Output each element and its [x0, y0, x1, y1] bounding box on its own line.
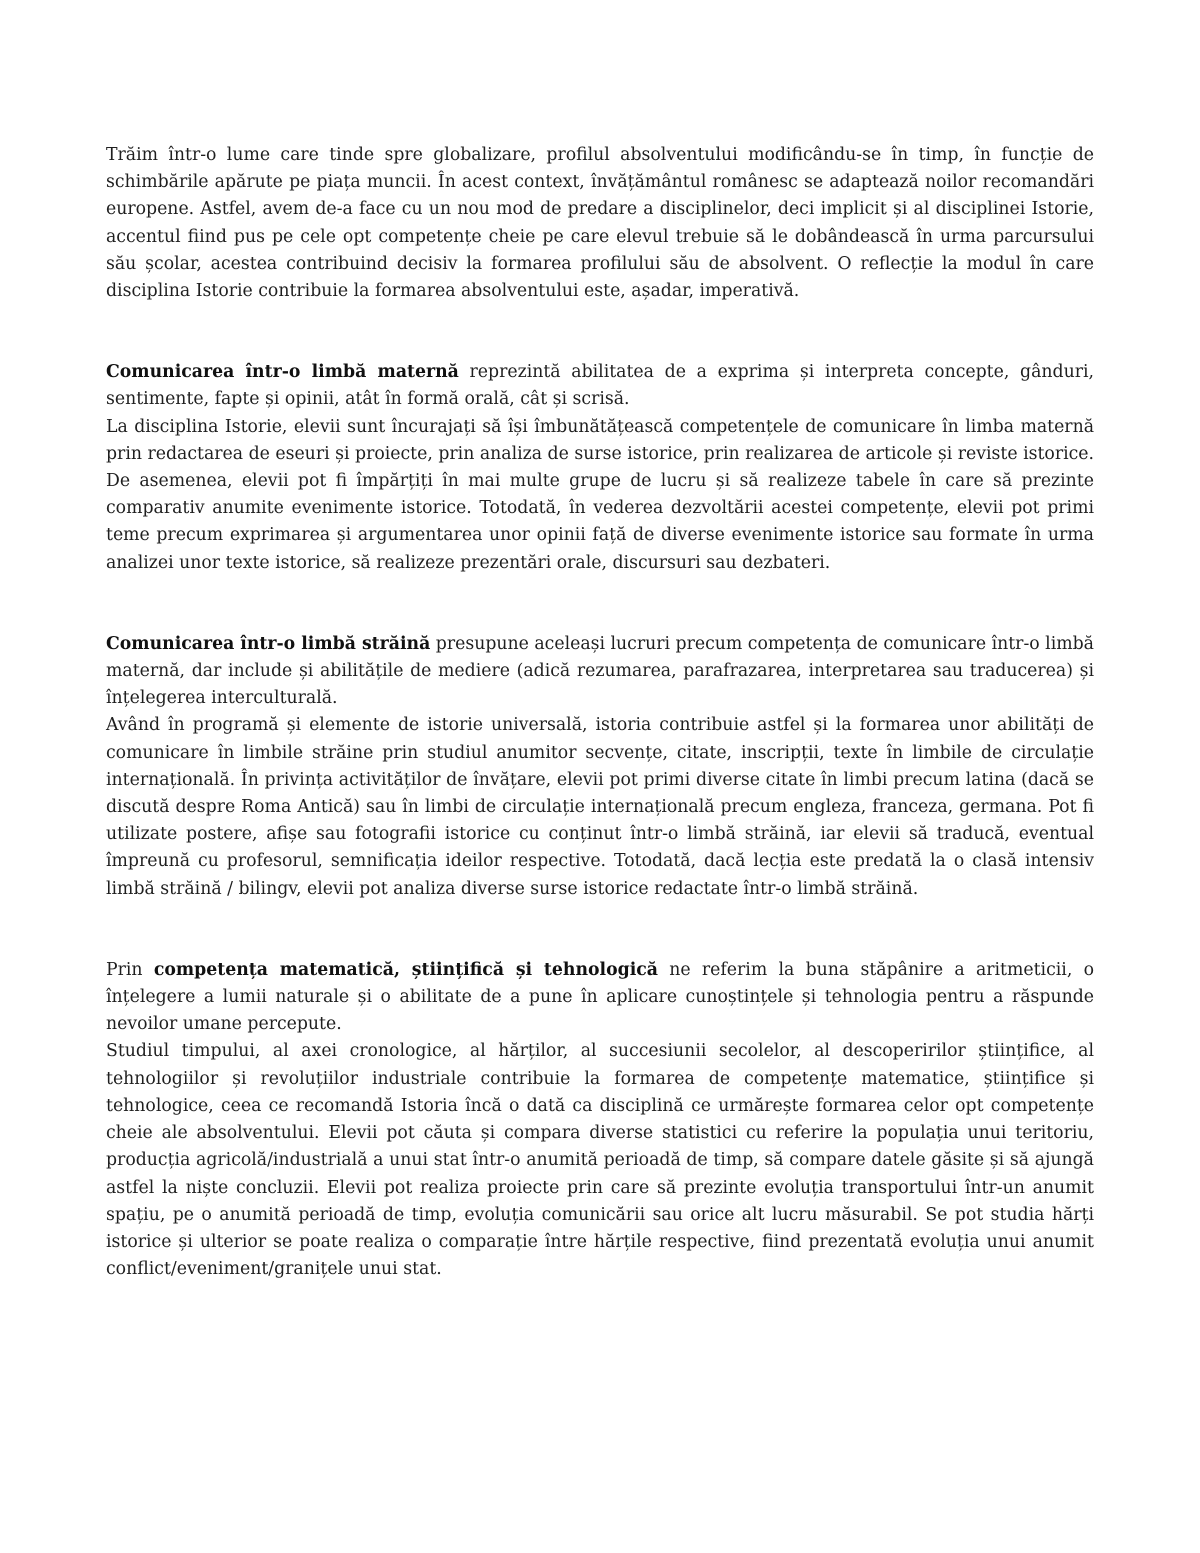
section-heading-mother-tongue: Comunicarea într-o limbă maternă [106, 362, 459, 383]
section-heading-foreign-language: Comunicarea într-o limbă străină [106, 633, 431, 654]
section-prefix: Prin [106, 959, 154, 980]
section-body-math-science: Studiul timpului, al axei cronologice, al hărților, al succesiunii secolelor, al descoperirilor științifice, al tehnologiilor și revoluțiilor industriale contribuie la formarea de competențe matematice, științifice și tehnologice, ceea ce recomandă Istoria încă o dată ca disciplină ce urmărește formarea celor opt competențe cheie ale absolventului. Elevii pot căuta și compara diverse statistici cu referire la populația unui teritoriu, producția agricolă/industrială a unui stat într-o anumită perioadă de timp, să compare datele găsite și să ajungă astfel la niște concluzii. Elevii pot realiza proiecte prin care să prezinte evoluția transportului într-un anumit spațiu, pe o anumită perioadă de timp, evoluția comunicării sau orice alt lucru măsurabil. Se pot studia hărți istorice și ulterior se poate realiza o comparație între hărțile respective, fiind prezentată evoluția unui anumit conflict/eveniment/granițele unui stat. [106, 1041, 1094, 1280]
section-definition-math-science [106, 957, 1094, 1039]
section-body-mother-tongue: La disciplina Istorie, elevii sunt încurajați să își îmbunătățească competențele de comunicare în limba maternă prin redactarea de eseuri și proiecte, prin analiza de surse istorice, prin realizarea de articole și reviste istorice. De asemenea, elevii pot fi împărțiți în mai multe grupe de lucru și să realizeze tabele în care să prezinte comparativ anumite evenimente istorice. Totodată, în vederea dezvoltării acestei competențe, elevii pot primi teme precum exprimarea și argumentarea unor opinii față de diverse evenimente istorice sau formate în urma analizei unor texte istorice, să realizeze prezentări orale, discursuri sau dezbateri. [106, 416, 1094, 573]
section-definition-mother-tongue [106, 359, 1094, 413]
paragraph-gap [106, 577, 1094, 631]
paragraph-gap [106, 903, 1094, 957]
section-body-foreign-language: Având în programă și elemente de istorie universală, istoria contribuie astfel și la formarea unor abilități de comunicare în limbile străine prin studiul anumitor secvențe, citate, inscripții, texte în limbile de circulație internațională. În privința activităților de învățare, elevii pot primi diverse citate în limbi precum latina (dacă se discută despre Roma Antică) sau în limbi de circulație internațională precum engleza, franceza, germana. Pot fi utilizate postere, afișe sau fotografii istorice cu conținut într-o limbă străină, iar elevii să traducă, eventual împreună cu profesorul, semnificația ideilor respective. Totodată, dacă lecția este predată la o clasă intensiv limbă străină / bilingv, elevii pot analiza diverse surse istorice redactate într-o limbă străină. [106, 715, 1094, 899]
section-heading-math-science: competența matematică, științifică și tehnologică [153, 959, 659, 980]
document-page [106, 142, 1094, 1283]
paragraph-gap [106, 305, 1094, 359]
section-definition-text: presupune aceleași lucruri precum competența de comunicare într-o limbă maternă, dar include și abilitățile de mediere (adică rezumarea, parafrazarea, interpretarea sau traducerea) și înțelegerea interculturală. [106, 633, 1094, 709]
section-definition-text: reprezintă abilitatea de a exprima și interpreta concepte, gânduri, sentimente, fapte și opinii, atât în formă orală, cât și scrisă. [106, 362, 1094, 410]
intro-paragraph: Trăim într-o lume care tinde spre globalizare, profilul absolventului modificându-se în timp, în funcție de schimbările apărute pe piața muncii. În acest context, învățământul românesc se adaptează noilor recomandări europene. Astfel, avem de-a face cu un nou mod de predare a disciplinelor, deci implicit și al disciplinei Istorie, accentul fiind pus pe cele opt competențe cheie pe care elevul trebuie să le dobândească în urma parcursului său școlar, acestea contribuind decisiv la formarea profilului său de absolvent. O reflecție la modul în care disciplina Istorie contribuie la formarea absolventului este, așadar, imperativă. [106, 145, 1094, 302]
section-definition-text: ne referim la buna stăpânire a aritmeticii, o înțelegere a lumii naturale și o abilitate de a pune în aplicare cunoștințele și tehnologia pentru a răspunde nevoilor umane percepute. [106, 959, 1094, 1035]
section-definition-foreign-language [106, 631, 1094, 713]
